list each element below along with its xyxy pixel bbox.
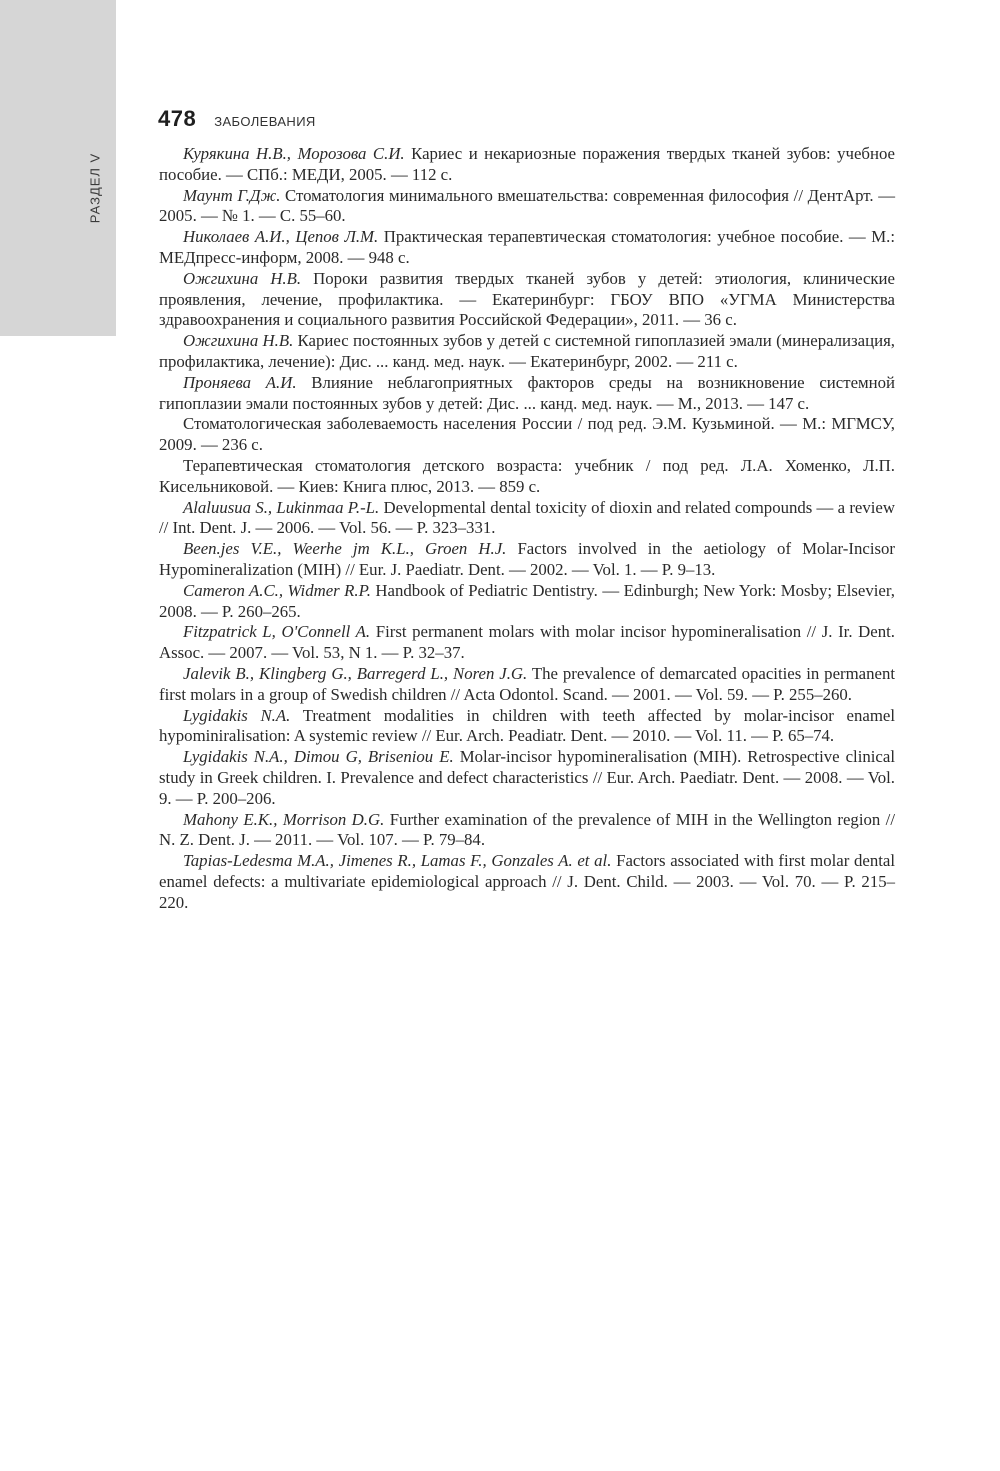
reference-text: Factors involved in the aetiology of Molar-Incisor Hypomineralization (MIH) // Eur. J. Paediatr. Dent. — 2002. — Vol. 1. — P. 9–13. xyxy=(159,539,895,579)
reference-item xyxy=(159,851,895,913)
reference-item xyxy=(159,539,895,581)
reference-text: Влияние неблагоприятных факторов среды на возникновение системной гипоплазии эмали постоянных зубов у детей: Дис. ... канд. мед. наук. — М., 2013. — 147 с. xyxy=(159,372,895,413)
reference-authors: Маунт Г.Дж. xyxy=(183,185,281,205)
running-title: ЗАБОЛЕВАНИЯ xyxy=(214,114,316,129)
reference-text: The prevalence of demarcated opacities in permanent first molars in a group of Swedish children // Acta Odontol. Scand. — 2001. — Vol. 59. — P. 255–260. xyxy=(159,663,895,704)
reference-authors: Ожгихина Н.В. xyxy=(183,268,302,288)
reference-item xyxy=(159,706,895,748)
reference-authors: Fitzpatrick L, O'Connell A. xyxy=(183,622,371,642)
reference-text: Пороки развития твердых тканей зубов у детей: этиология, клинические проявления, лечение, профилактика. — Екатеринбург: ГБОУ ВПО «УГМА Министерства здравоохранения и социального развития Российской Федерации», 2011. — 36 с. xyxy=(159,268,895,330)
reference-item xyxy=(159,664,895,706)
reference-item xyxy=(159,456,895,498)
reference-text: Molar-incisor hypomineralisation (MIH). Retrospective clinical study in Greek children. I. Prevalence and defect characteristics // Eur. Arch. Paediatr. Dent. — 2008. — Vol. 9. — P. 200–206. xyxy=(159,747,895,808)
reference-text: Стоматология минимального вмешательства: современная философия // ДентАрт. — 2005. — № 1. — С. 55–60. xyxy=(159,185,895,226)
reference-authors: Tapias-Ledesma M.A., Jimenes R., Lamas F., Gonzales A. et al. xyxy=(183,851,612,871)
reference-text: Практическая терапевтическая стоматология: учебное пособие. — М.: МЕДпресс-информ, 2008. — 948 с. xyxy=(159,227,896,267)
reference-text: Терапевтическая стоматология детского возраста: учебник / под ред. Л.А. Хоменко, Л.П. Кисельниковой. — Киев: Книга плюс, 2013. — 859 с. xyxy=(159,455,895,496)
reference-text: Кариес постоянных зубов у детей с системной гипоплазией эмали (минерализация, профилактика, лечение): Дис. ... канд. мед. наук. — Екатеринбург, 2002. — 211 с. xyxy=(159,331,895,371)
reference-authors: Ожгихина Н.В. xyxy=(183,331,294,351)
reference-authors: Cameron A.C., Widmer R.P. xyxy=(183,580,371,600)
reference-item xyxy=(159,498,895,540)
reference-authors: Been.jes V.E., Weerhe jm K.L., Groen H.J. xyxy=(183,539,507,559)
reference-text: First permanent molars with molar incisor hypomineralisation // J. Ir. Dent. Assoc. — 2007. — Vol. 53, N 1. — P. 32–37. xyxy=(159,622,895,663)
reference-item xyxy=(159,810,895,852)
reference-authors: Lygidakis N.A., Dimou G, Briseniou E. xyxy=(183,747,454,767)
reference-item xyxy=(159,373,895,415)
reference-authors: Курякина Н.В., Морозова С.И. xyxy=(183,144,405,163)
reference-authors: Alaluusua S., Lukinmaa P.-L. xyxy=(183,497,380,517)
reference-item xyxy=(159,581,895,623)
reference-authors: Mahony E.K., Morrison D.G. xyxy=(183,809,385,829)
reference-item xyxy=(159,747,895,809)
reference-text: Treatment modalities in children with teeth affected by molar-incisor enamel hypominiralisation: A systemic review // Eur. Arch. Peadiatr. Dent. — 2010. — Vol. 11. — P. 65–74. xyxy=(159,705,895,746)
section-label: РАЗДЕЛ V xyxy=(87,152,103,224)
reference-text: Стоматологическая заболеваемость населения России / под ред. Э.М. Кузьминой. — М.: МГМСУ, 2009. — 236 с. xyxy=(159,414,895,455)
reference-item xyxy=(159,269,895,331)
page-header xyxy=(158,106,316,132)
reference-item xyxy=(159,622,895,664)
reference-text: Further examination of the prevalence of MIH in the Wellington region // N. Z. Dent. J. — 2011. — Vol. 107. — P. 79–84. xyxy=(159,809,896,850)
reference-item xyxy=(159,331,895,373)
reference-item xyxy=(159,227,895,269)
reference-authors: Николаев А.И., Цепов Л.М. xyxy=(183,227,379,247)
reference-text: Developmental dental toxicity of dioxin and related compounds — a review // Int. Dent. J. — 2006. — Vol. 56. — P. 323–331. xyxy=(159,497,895,538)
reference-authors: Jalevik B., Klingberg G., Barregerd L., Noren J.G. xyxy=(183,663,528,683)
reference-item xyxy=(159,186,895,228)
reference-text: Кариес и некариозные поражения твердых тканей зубов: учебное пособие. — СПб.: МЕДИ, 2005. — 112 с. xyxy=(159,144,895,184)
reference-text: Handbook of Pediatric Dentistry. — Edinburgh; New York: Mosby; Elsevier, 2008. — P. 260–265. xyxy=(159,580,895,621)
reference-item xyxy=(159,144,895,186)
reference-text: Factors associated with first molar dental enamel defects: a multivariate epidemiological approach // J. Dent. Child. — 2003. — Vol. 70. — P. 215–220. xyxy=(159,851,895,912)
reference-item xyxy=(159,414,895,456)
reference-list xyxy=(159,144,895,913)
section-side-tab xyxy=(0,0,116,336)
reference-authors: Lygidakis N.A. xyxy=(183,705,291,725)
page-number: 478 xyxy=(158,106,197,131)
reference-authors: Проняева А.И. xyxy=(183,372,297,392)
